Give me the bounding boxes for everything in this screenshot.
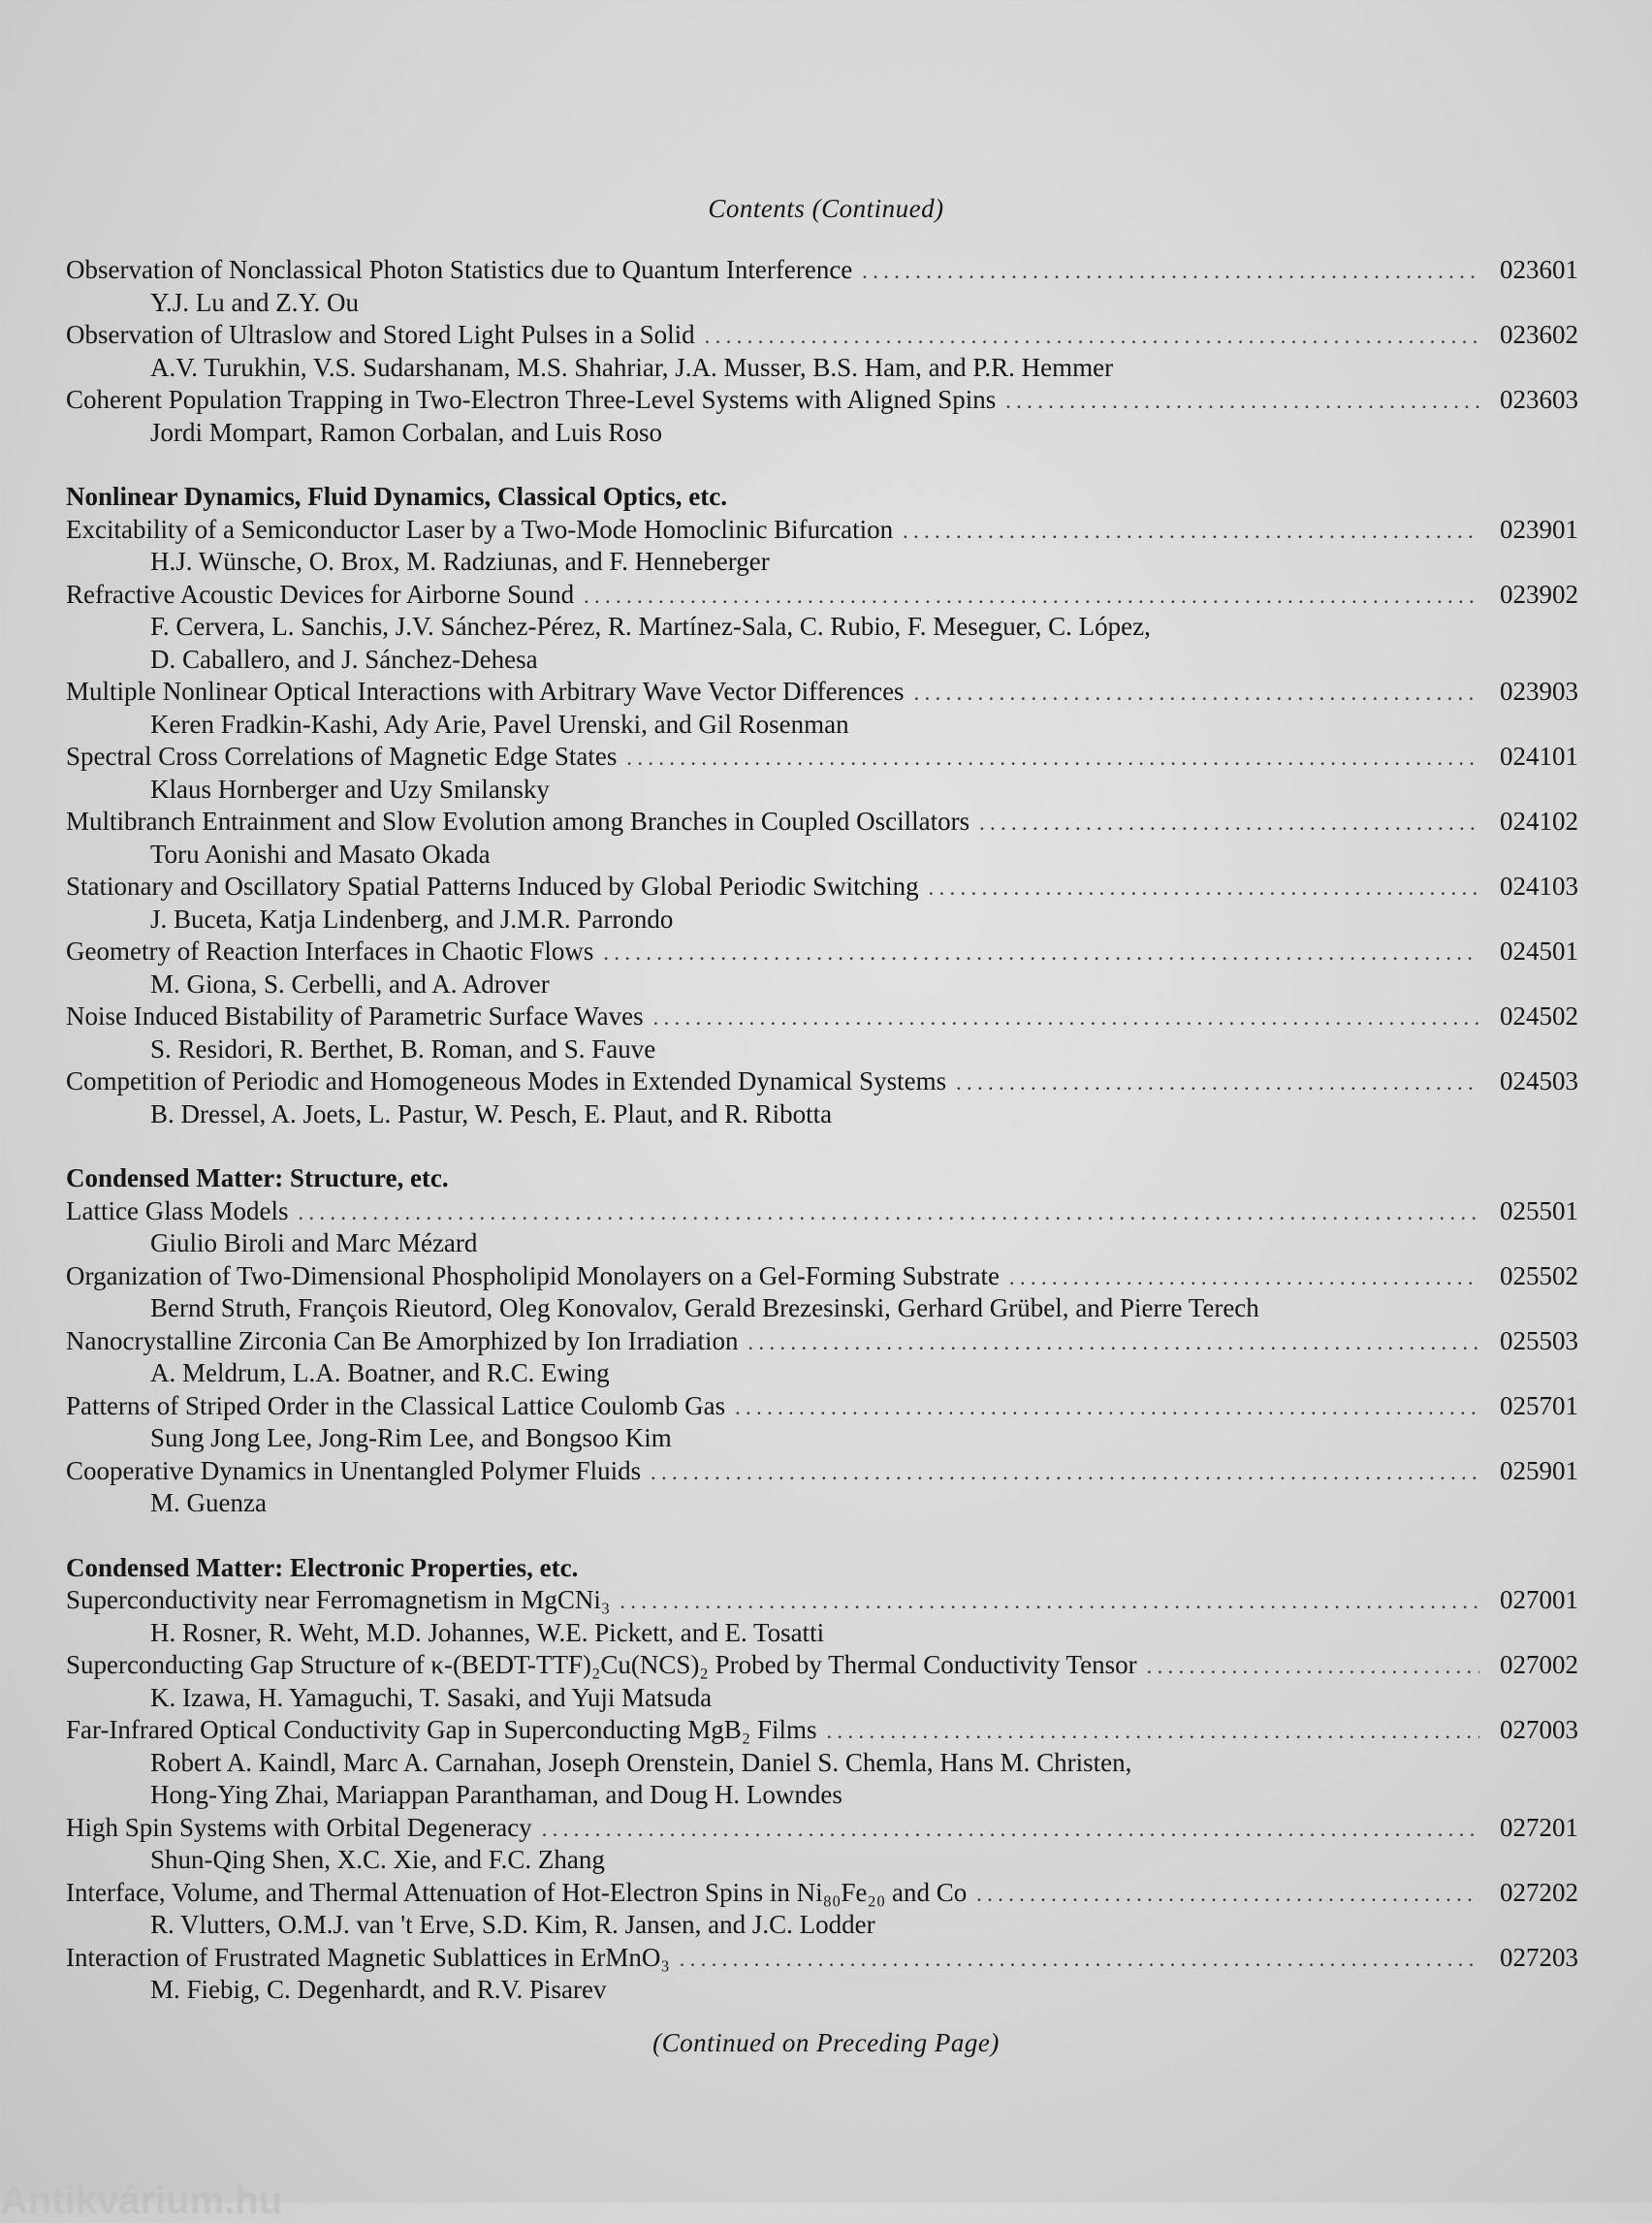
article-number: 024503 <box>1500 1066 1578 1096</box>
article-number: 023601 <box>1500 255 1578 284</box>
article-number: 023603 <box>1500 385 1578 414</box>
dot-leader <box>680 1943 1479 1976</box>
dot-leader <box>862 255 1479 288</box>
contents-entry <box>66 1390 1578 1455</box>
article-number: 024102 <box>1500 807 1578 836</box>
section-heading: Nonlinear Dynamics, Fluid Dynamics, Classical Optics, etc. <box>66 482 728 511</box>
page-footer: (Continued on Preceding Page) <box>652 2028 1000 2057</box>
article-number: 025502 <box>1500 1260 1578 1290</box>
article-authors: M. Fiebig, C. Degenhardt, and R.V. Pisarev <box>150 1975 607 2004</box>
dot-leader <box>653 1001 1479 1034</box>
dot-leader <box>1005 385 1479 418</box>
article-authors: Sung Jong Lee, Jong-Rim Lee, and Bongsoo Kim <box>150 1423 672 1452</box>
dot-leader <box>705 320 1479 353</box>
contents-entry <box>66 579 1578 677</box>
article-title: Refractive Acoustic Devices for Airborne Sound <box>66 579 575 609</box>
entry-title-line <box>66 1260 1578 1293</box>
entry-title-line <box>66 1065 1578 1098</box>
contents-section <box>66 1552 1578 2007</box>
article-number: 024501 <box>1500 937 1578 966</box>
contents-entry <box>66 1065 1578 1130</box>
article-authors: Jordi Mompart, Ramon Corbalan, and Luis Roso <box>150 417 662 447</box>
article-title: Excitability of a Semiconductor Laser by a Two-Mode Homoclinic Bifurcation <box>66 514 894 544</box>
entry-title-line <box>66 579 1578 612</box>
contents-entry <box>66 1195 1578 1260</box>
entry-title-line <box>66 1649 1578 1682</box>
section-heading: Condensed Matter: Electronic Properties, etc. <box>66 1552 579 1582</box>
article-authors: S. Residori, R. Berthet, B. Roman, and S. Fauve <box>150 1033 656 1064</box>
article-authors: Toru Aonishi and Masato Okada <box>150 839 491 869</box>
dot-leader <box>976 1878 1479 1911</box>
article-authors: K. Izawa, H. Yamaguchi, T. Sasaki, and Yuji Matsuda <box>150 1682 713 1712</box>
contents-entry <box>66 676 1578 741</box>
entry-title-line <box>66 1195 1578 1228</box>
contents-entry <box>66 1000 1578 1065</box>
dot-leader <box>979 807 1479 840</box>
article-title: Noise Induced Bistability of Parametric Surface Waves <box>66 1001 644 1031</box>
article-title: Geometry of Reaction Interfaces in Chaotic Flows <box>66 937 594 966</box>
dot-leader <box>584 580 1479 613</box>
page-header: Contents (Continued) <box>708 194 944 223</box>
article-title: Multiple Nonlinear Optical Interactions with Arbitrary Wave Vector Differences <box>66 677 905 706</box>
article-authors: M. Giona, S. Cerbelli, and A. Adrover <box>150 969 550 999</box>
article-title: Lattice Glass Models <box>66 1195 289 1225</box>
article-number: 027003 <box>1500 1715 1578 1744</box>
article-title: Patterns of Striped Order in the Classical Lattice Coulomb Gas <box>66 1390 726 1420</box>
article-authors: F. Cervera, L. Sanchis, J.V. Sánchez-Pérez, R. Martínez-Sala, C. Rubio, F. Meseguer, C. López, <box>150 612 1151 641</box>
contents-section <box>66 1162 1578 1520</box>
contents-entry <box>66 1812 1578 1877</box>
article-authors: Bernd Struth, François Rieutord, Oleg Konovalov, Gerald Brezesinski, Gerhard Grübel, and Pierre Terech <box>150 1293 1259 1322</box>
article-number: 023903 <box>1500 677 1578 706</box>
entry-title-line <box>66 1390 1578 1423</box>
article-authors: B. Dressel, A. Joets, L. Pastur, W. Pesch, E. Plaut, and R. Ribotta <box>150 1098 833 1128</box>
article-authors: A.V. Turukhin, V.S. Sudarshanam, M.S. Shahriar, J.A. Musser, B.S. Ham, and P.R. Hemmer <box>150 352 1114 382</box>
entry-title-line <box>66 514 1578 547</box>
article-title: Organization of Two-Dimensional Phospholipid Monolayers on a Gel-Forming Substrate <box>66 1260 1000 1290</box>
entry-title-line <box>66 319 1578 352</box>
article-authors: H.J. Wünsche, O. Brox, M. Radziunas, and F. Henneberger <box>150 547 770 576</box>
article-title: Observation of Nonclassical Photon Statistics due to Quantum Interference <box>66 255 853 284</box>
entry-title-line <box>66 1000 1578 1033</box>
article-title: Observation of Ultraslow and Stored Light Pulses in a Solid <box>66 320 695 349</box>
contents-entry <box>66 1584 1578 1649</box>
article-title: Far-Infrared Optical Conductivity Gap in Superconducting MgB₂ Films <box>66 1715 817 1744</box>
article-authors: Keren Fradkin-Kashi, Ady Arie, Pavel Urenski, and Gil Rosenman <box>150 709 849 739</box>
entry-title-line <box>66 1584 1578 1617</box>
article-number: 024103 <box>1500 872 1578 901</box>
article-authors: A. Meldrum, L.A. Boatner, and R.C. Ewing <box>150 1358 610 1387</box>
contents-list <box>66 254 1578 2039</box>
entry-title-line <box>66 936 1578 969</box>
contents-entry <box>66 1714 1578 1812</box>
article-authors: Giulio Biroli and Marc Mézard <box>150 1228 478 1257</box>
article-number: 023902 <box>1500 579 1578 609</box>
article-title: Coherent Population Trapping in Two-Electron Three-Level Systems with Aligned Spins <box>66 385 997 414</box>
dot-leader <box>956 1066 1479 1099</box>
entry-title-line <box>66 806 1578 839</box>
entry-title-line <box>66 1942 1578 1975</box>
article-authors: Shun-Qing Shen, X.C. Xie, and F.C. Zhang <box>150 1845 605 1874</box>
entry-title-line <box>66 1714 1578 1747</box>
entry-title-line <box>66 1455 1578 1488</box>
dot-leader <box>1009 1261 1479 1294</box>
article-title: Nanocrystalline Zirconia Can Be Amorphized by Ion Irradiation <box>66 1325 739 1355</box>
article-title: Cooperative Dynamics in Unentangled Polymer Fluids <box>66 1455 642 1485</box>
dot-leader <box>620 1585 1479 1618</box>
dot-leader <box>914 677 1479 710</box>
article-number: 024502 <box>1500 1001 1578 1031</box>
article-title: Competition of Periodic and Homogeneous Modes in Extended Dynamical Systems <box>66 1066 947 1096</box>
article-title: High Spin Systems with Orbital Degeneracy <box>66 1812 532 1842</box>
contents-entry <box>66 254 1578 319</box>
dot-leader <box>929 872 1479 905</box>
entry-title-line <box>66 741 1578 774</box>
dot-leader <box>903 515 1479 548</box>
entry-title-line <box>66 254 1578 287</box>
article-number: 025503 <box>1500 1325 1578 1355</box>
article-authors: Klaus Hornberger and Uzy Smilansky <box>150 774 550 804</box>
contents-entry <box>66 1325 1578 1390</box>
article-number: 023901 <box>1500 514 1578 544</box>
dot-leader <box>1147 1650 1479 1683</box>
dot-leader <box>748 1326 1479 1359</box>
contents-entry <box>66 514 1578 579</box>
dot-leader <box>603 937 1479 969</box>
article-authors: R. Vlutters, O.M.J. van 't Erve, S.D. Kim, R. Jansen, and J.C. Lodder <box>150 1910 875 1939</box>
contents-entry <box>66 1877 1578 1942</box>
article-number: 027001 <box>1500 1585 1578 1614</box>
article-number: 024101 <box>1500 742 1578 771</box>
contents-entry <box>66 806 1578 871</box>
entry-title-line <box>66 1812 1578 1845</box>
contents-entry <box>66 319 1578 384</box>
contents-entry <box>66 871 1578 936</box>
entry-title-line <box>66 1325 1578 1358</box>
section-heading: Condensed Matter: Structure, etc. <box>66 1163 449 1192</box>
article-authors: Y.J. Lu and Z.Y. Ou <box>150 287 360 317</box>
contents-section <box>66 481 1578 1130</box>
contents-entry <box>66 741 1578 806</box>
article-number: 027201 <box>1500 1812 1578 1842</box>
watermark: Antikvárium.hu <box>0 2179 283 2222</box>
entry-title-line <box>66 384 1578 417</box>
article-number: 027203 <box>1500 1942 1578 1972</box>
contents-entry <box>66 1455 1578 1520</box>
article-authors: Hong-Ying Zhai, Mariappan Paranthaman, and Doug H. Lowndes <box>150 1780 842 1809</box>
dot-leader <box>827 1715 1480 1748</box>
dot-leader <box>735 1391 1479 1424</box>
entry-title-line <box>66 1877 1578 1910</box>
article-number: 027002 <box>1500 1650 1578 1679</box>
article-authors: D. Caballero, and J. Sánchez-Dehesa <box>150 644 538 674</box>
article-title: Interaction of Frustrated Magnetic Sublattices in ErMnO₃ <box>66 1942 670 1972</box>
article-number: 027202 <box>1500 1877 1578 1907</box>
article-title: Multibranch Entrainment and Slow Evolution among Branches in Coupled Oscillators <box>66 807 970 836</box>
contents-entry <box>66 1649 1578 1714</box>
article-title: Superconducting Gap Structure of κ-(BEDT-TTF)₂Cu(NCS)₂ Probed by Thermal Conductivity Tensor <box>66 1650 1137 1679</box>
contents-entry <box>66 384 1578 449</box>
article-number: 025701 <box>1500 1390 1578 1420</box>
entry-title-line <box>66 676 1578 709</box>
dot-leader <box>298 1196 1479 1229</box>
entry-title-line <box>66 871 1578 904</box>
dot-leader <box>626 742 1479 775</box>
article-number: 025501 <box>1500 1195 1578 1225</box>
article-title: Superconductivity near Ferromagnetism in MgCNi₃ <box>66 1585 611 1614</box>
contents-section <box>66 254 1578 449</box>
article-authors: J. Buceta, Katja Lindenberg, and J.M.R. Parrondo <box>150 904 674 934</box>
article-authors: H. Rosner, R. Weht, M.D. Johannes, W.E. Pickett, and E. Tosatti <box>150 1617 825 1647</box>
contents-entry <box>66 1942 1578 2007</box>
article-number: 025901 <box>1500 1455 1578 1485</box>
dot-leader <box>651 1456 1479 1489</box>
article-number: 023602 <box>1500 320 1578 349</box>
contents-entry <box>66 936 1578 1000</box>
article-title: Interface, Volume, and Thermal Attenuation of Hot-Electron Spins in Ni₈₀Fe₂₀ and Co <box>66 1877 968 1907</box>
article-authors: Robert A. Kaindl, Marc A. Carnahan, Joseph Orenstein, Daniel S. Chemla, Hans M. Christen, <box>150 1747 1132 1777</box>
article-title: Stationary and Oscillatory Spatial Patterns Induced by Global Periodic Switching <box>66 872 919 901</box>
contents-entry <box>66 1260 1578 1325</box>
dot-leader <box>542 1813 1479 1846</box>
article-authors: M. Guenza <box>150 1488 267 1517</box>
article-title: Spectral Cross Correlations of Magnetic Edge States <box>66 742 618 771</box>
